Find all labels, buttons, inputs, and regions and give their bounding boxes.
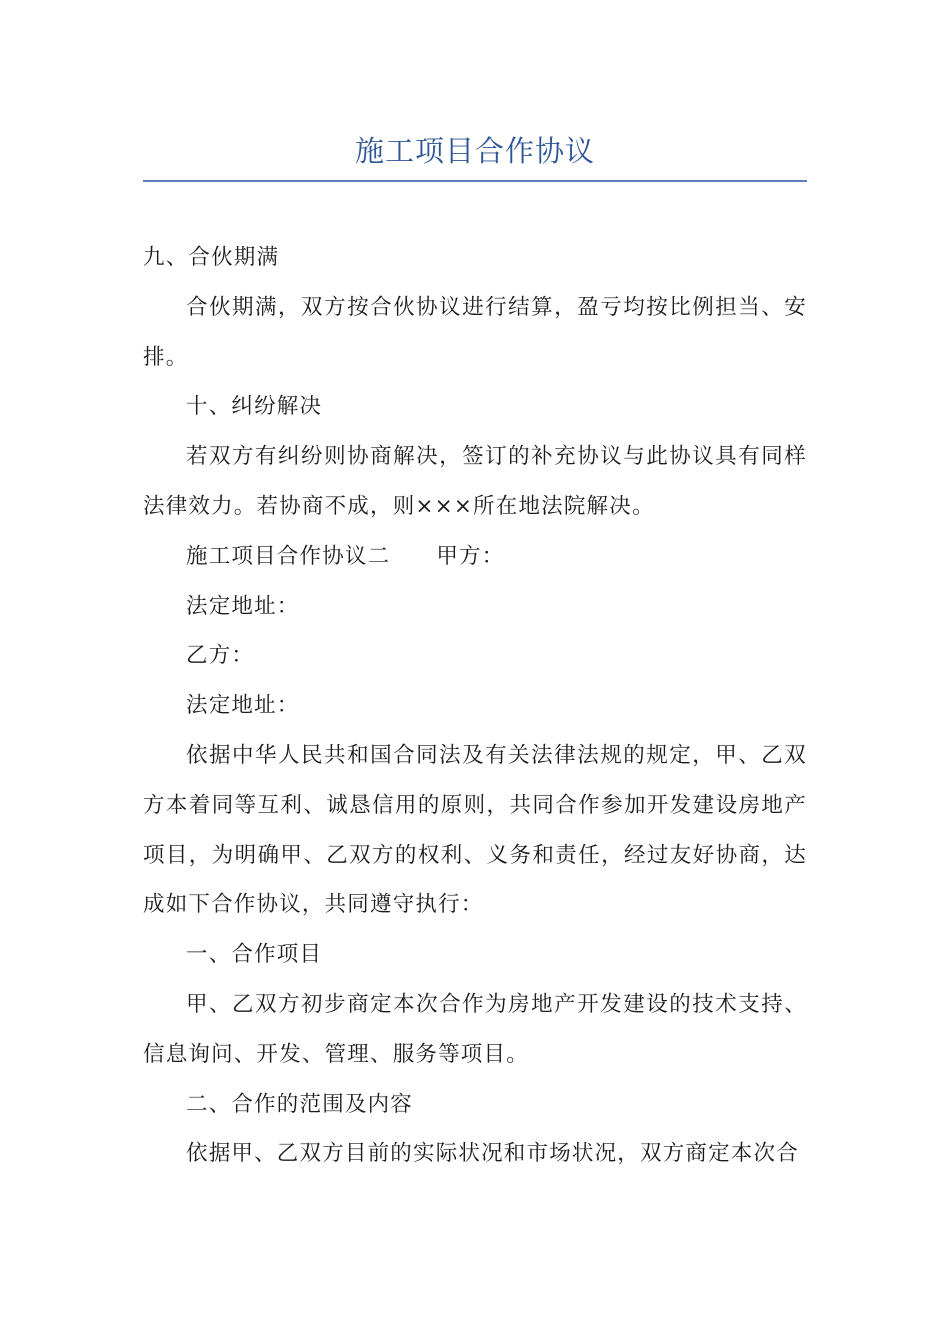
section-heading-1: 一、合作项目 <box>186 942 323 968</box>
paragraph-scope: 依据甲、乙双方目前的实际状况和市场状况，双方商定本次合 <box>186 1141 799 1167</box>
paragraph-dispute-resolution: 若双方有纠纷则协商解决，签订的补充协议与此协议具有同样法律效力。若协商不成，则×××所在地法院解决。 <box>143 444 807 519</box>
party-a-address-label: 法定地址： <box>186 593 300 619</box>
paragraph-cooperation-project: 甲、乙双方初步商定本次合作为房地产开发建设的技术支持、信息询问、开发、管理、服务等项目。 <box>143 991 807 1067</box>
section-heading-9: 九、合伙期满 <box>143 245 280 270</box>
section-heading-2: 二、合作的范围及内容 <box>186 1091 414 1117</box>
agreement-two-heading <box>143 532 807 582</box>
document-body <box>143 233 807 1179</box>
party-a-label: 甲方： <box>436 543 505 569</box>
section-heading-10: 十、纠纷解决 <box>186 394 323 420</box>
document-title: 施工项目合作协议 <box>354 134 595 168</box>
party-b-label: 乙方： <box>186 643 255 669</box>
paragraph-partnership-expiry: 合伙期满，双方按合伙协议进行结算，盈亏均按比例担当、安排。 <box>143 294 807 370</box>
agreement-two-title: 施工项目合作协议二 <box>186 543 391 569</box>
title-underline <box>143 180 807 182</box>
party-b-address-label: 法定地址： <box>186 693 300 719</box>
paragraph-preamble: 依据中华人民共和国合同法及有关法律法规的规定，甲、乙双方本着同等互利、诚恳信用的原则，共同合作参加开发建设房地产项目，为明确甲、乙双方的权利、义务和责任，经过友好协商，达成如下合作协议，共同遵守执行： <box>143 742 807 918</box>
